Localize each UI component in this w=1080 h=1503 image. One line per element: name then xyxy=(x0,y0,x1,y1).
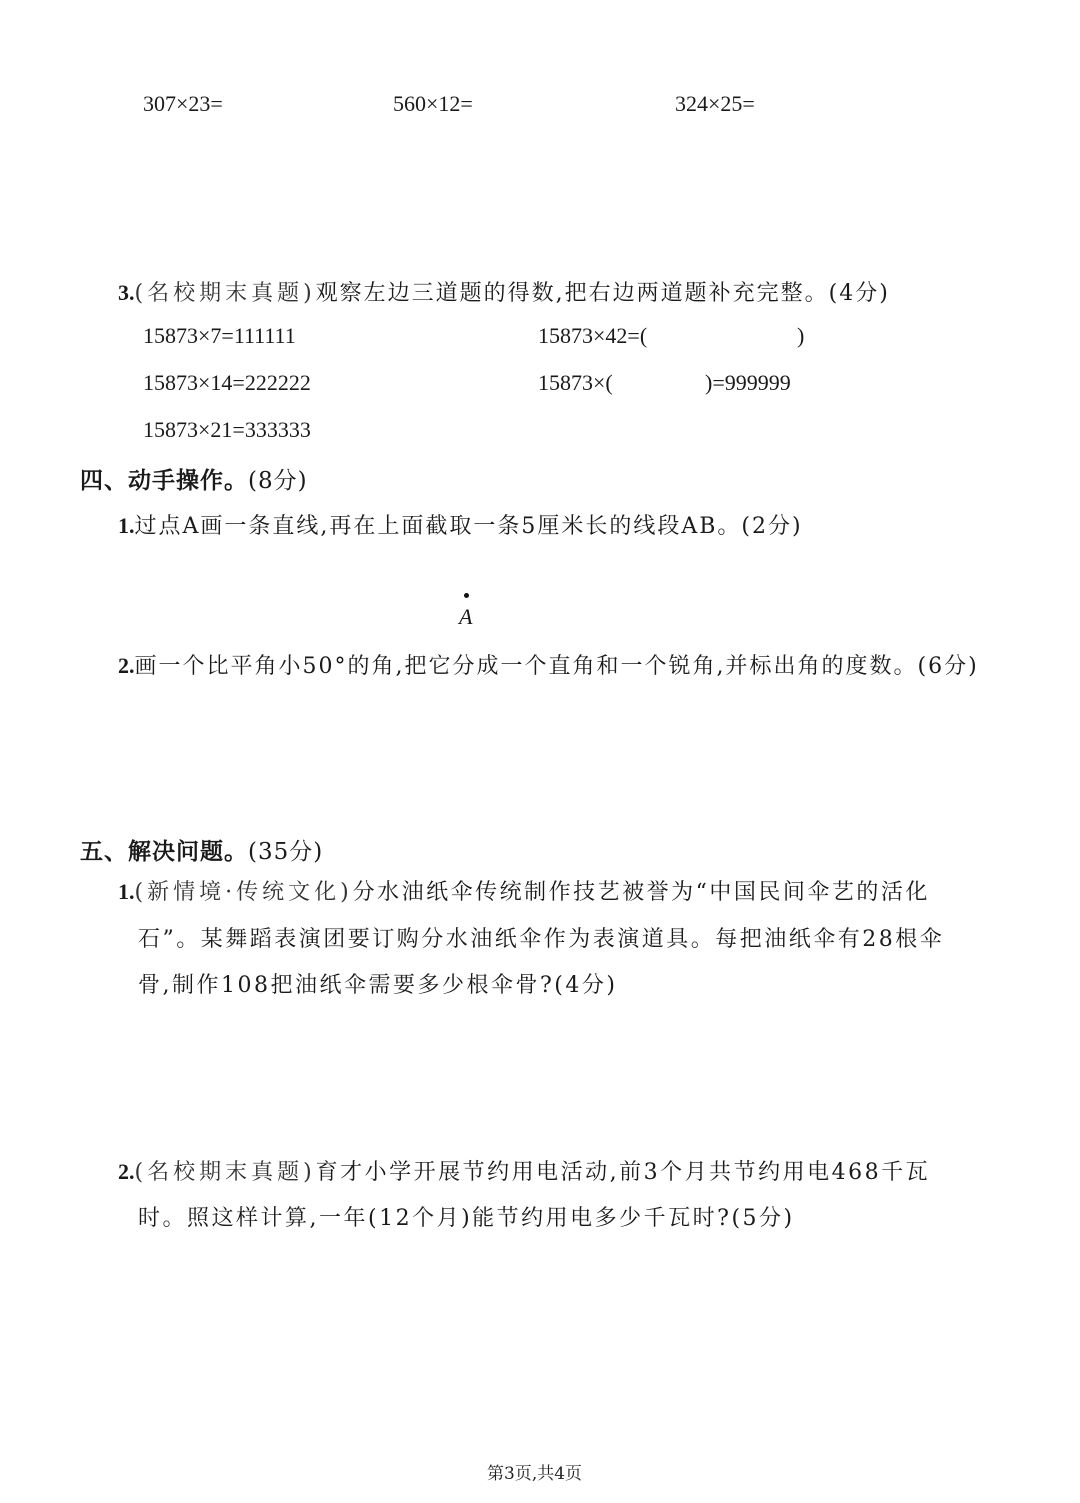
s4-q1-number: 1. xyxy=(118,513,135,538)
section-5-points: (35分) xyxy=(248,839,324,865)
s5-q2-line-1 xyxy=(118,1149,930,1196)
calc-expression-3: 324×25= xyxy=(675,91,755,116)
section-4-title: 四、动手操作。 xyxy=(80,467,248,494)
s5-q1-text-1: 分水油纸伞传统制作技艺被誉为“中国民间伞艺的活化 xyxy=(352,880,930,905)
point-a-dot xyxy=(464,593,469,598)
section-4-points: (8分) xyxy=(248,468,308,494)
q3-left-eq-2: 15873×14=222222 xyxy=(143,370,311,395)
s5-q1-line-2: 石”。某舞蹈表演团要订购分水油纸伞作为表演道具。每把油纸伞有28根伞 xyxy=(138,927,945,952)
s5-q2-line-2: 时。照这样计算,一年(12个月)能节约用电多少千瓦时?(5分) xyxy=(138,1206,795,1231)
s5-q1-line-1 xyxy=(118,869,930,916)
q3-text: 观察左边三道题的得数,把右边两道题补充完整。(4分) xyxy=(315,281,890,306)
q3-right-eq-1: 15873×42=( xyxy=(538,323,648,348)
s5-q2-tag: (名校期末真题) xyxy=(134,1160,316,1185)
page-footer: 第3页,共4页 xyxy=(487,1464,583,1484)
section-4-heading xyxy=(80,462,308,495)
s5-q1-line-3: 骨,制作108把油纸伞需要多少根伞骨?(4分) xyxy=(138,973,618,998)
q3-right-eq-1-close: ) xyxy=(797,323,805,348)
section-5-heading xyxy=(80,833,323,866)
q3-tag: (名校期末真题) xyxy=(134,281,316,306)
s4-q1-text: 过点A画一条直线,再在上面截取一条5厘米长的线段AB。(2分) xyxy=(134,514,803,539)
s5-q2-number: 2. xyxy=(118,1159,135,1184)
s4-q2-text: 画一个比平角小50°的角,把它分成一个直角和一个锐角,并标出角的度数。(6分) xyxy=(134,654,979,679)
s4-q1-prompt xyxy=(118,509,803,540)
point-a-label: A xyxy=(459,604,473,629)
q3-number: 3. xyxy=(118,280,135,305)
q3-left-eq-3: 15873×21=333333 xyxy=(143,417,311,442)
q3-right-eq-2-open: 15873×( xyxy=(538,370,613,395)
q3-right-eq-2-close: )=999999 xyxy=(705,370,791,395)
q3-left-eq-1: 15873×7=111111 xyxy=(143,323,296,348)
q3-prompt xyxy=(118,276,890,307)
calc-expression-2: 560×12= xyxy=(393,91,473,116)
calc-expression-1: 307×23= xyxy=(143,91,223,116)
s5-q2-text-1: 育才小学开展节约用电活动,前3个月共节约用电468千瓦 xyxy=(315,1160,931,1185)
s4-q2-prompt xyxy=(118,649,979,680)
s5-q1-number: 1. xyxy=(118,879,135,904)
s4-q2-number: 2. xyxy=(118,653,135,678)
section-5-title: 五、解决问题。 xyxy=(80,838,248,865)
s5-q1-tag: (新情境·传统文化) xyxy=(134,880,353,905)
